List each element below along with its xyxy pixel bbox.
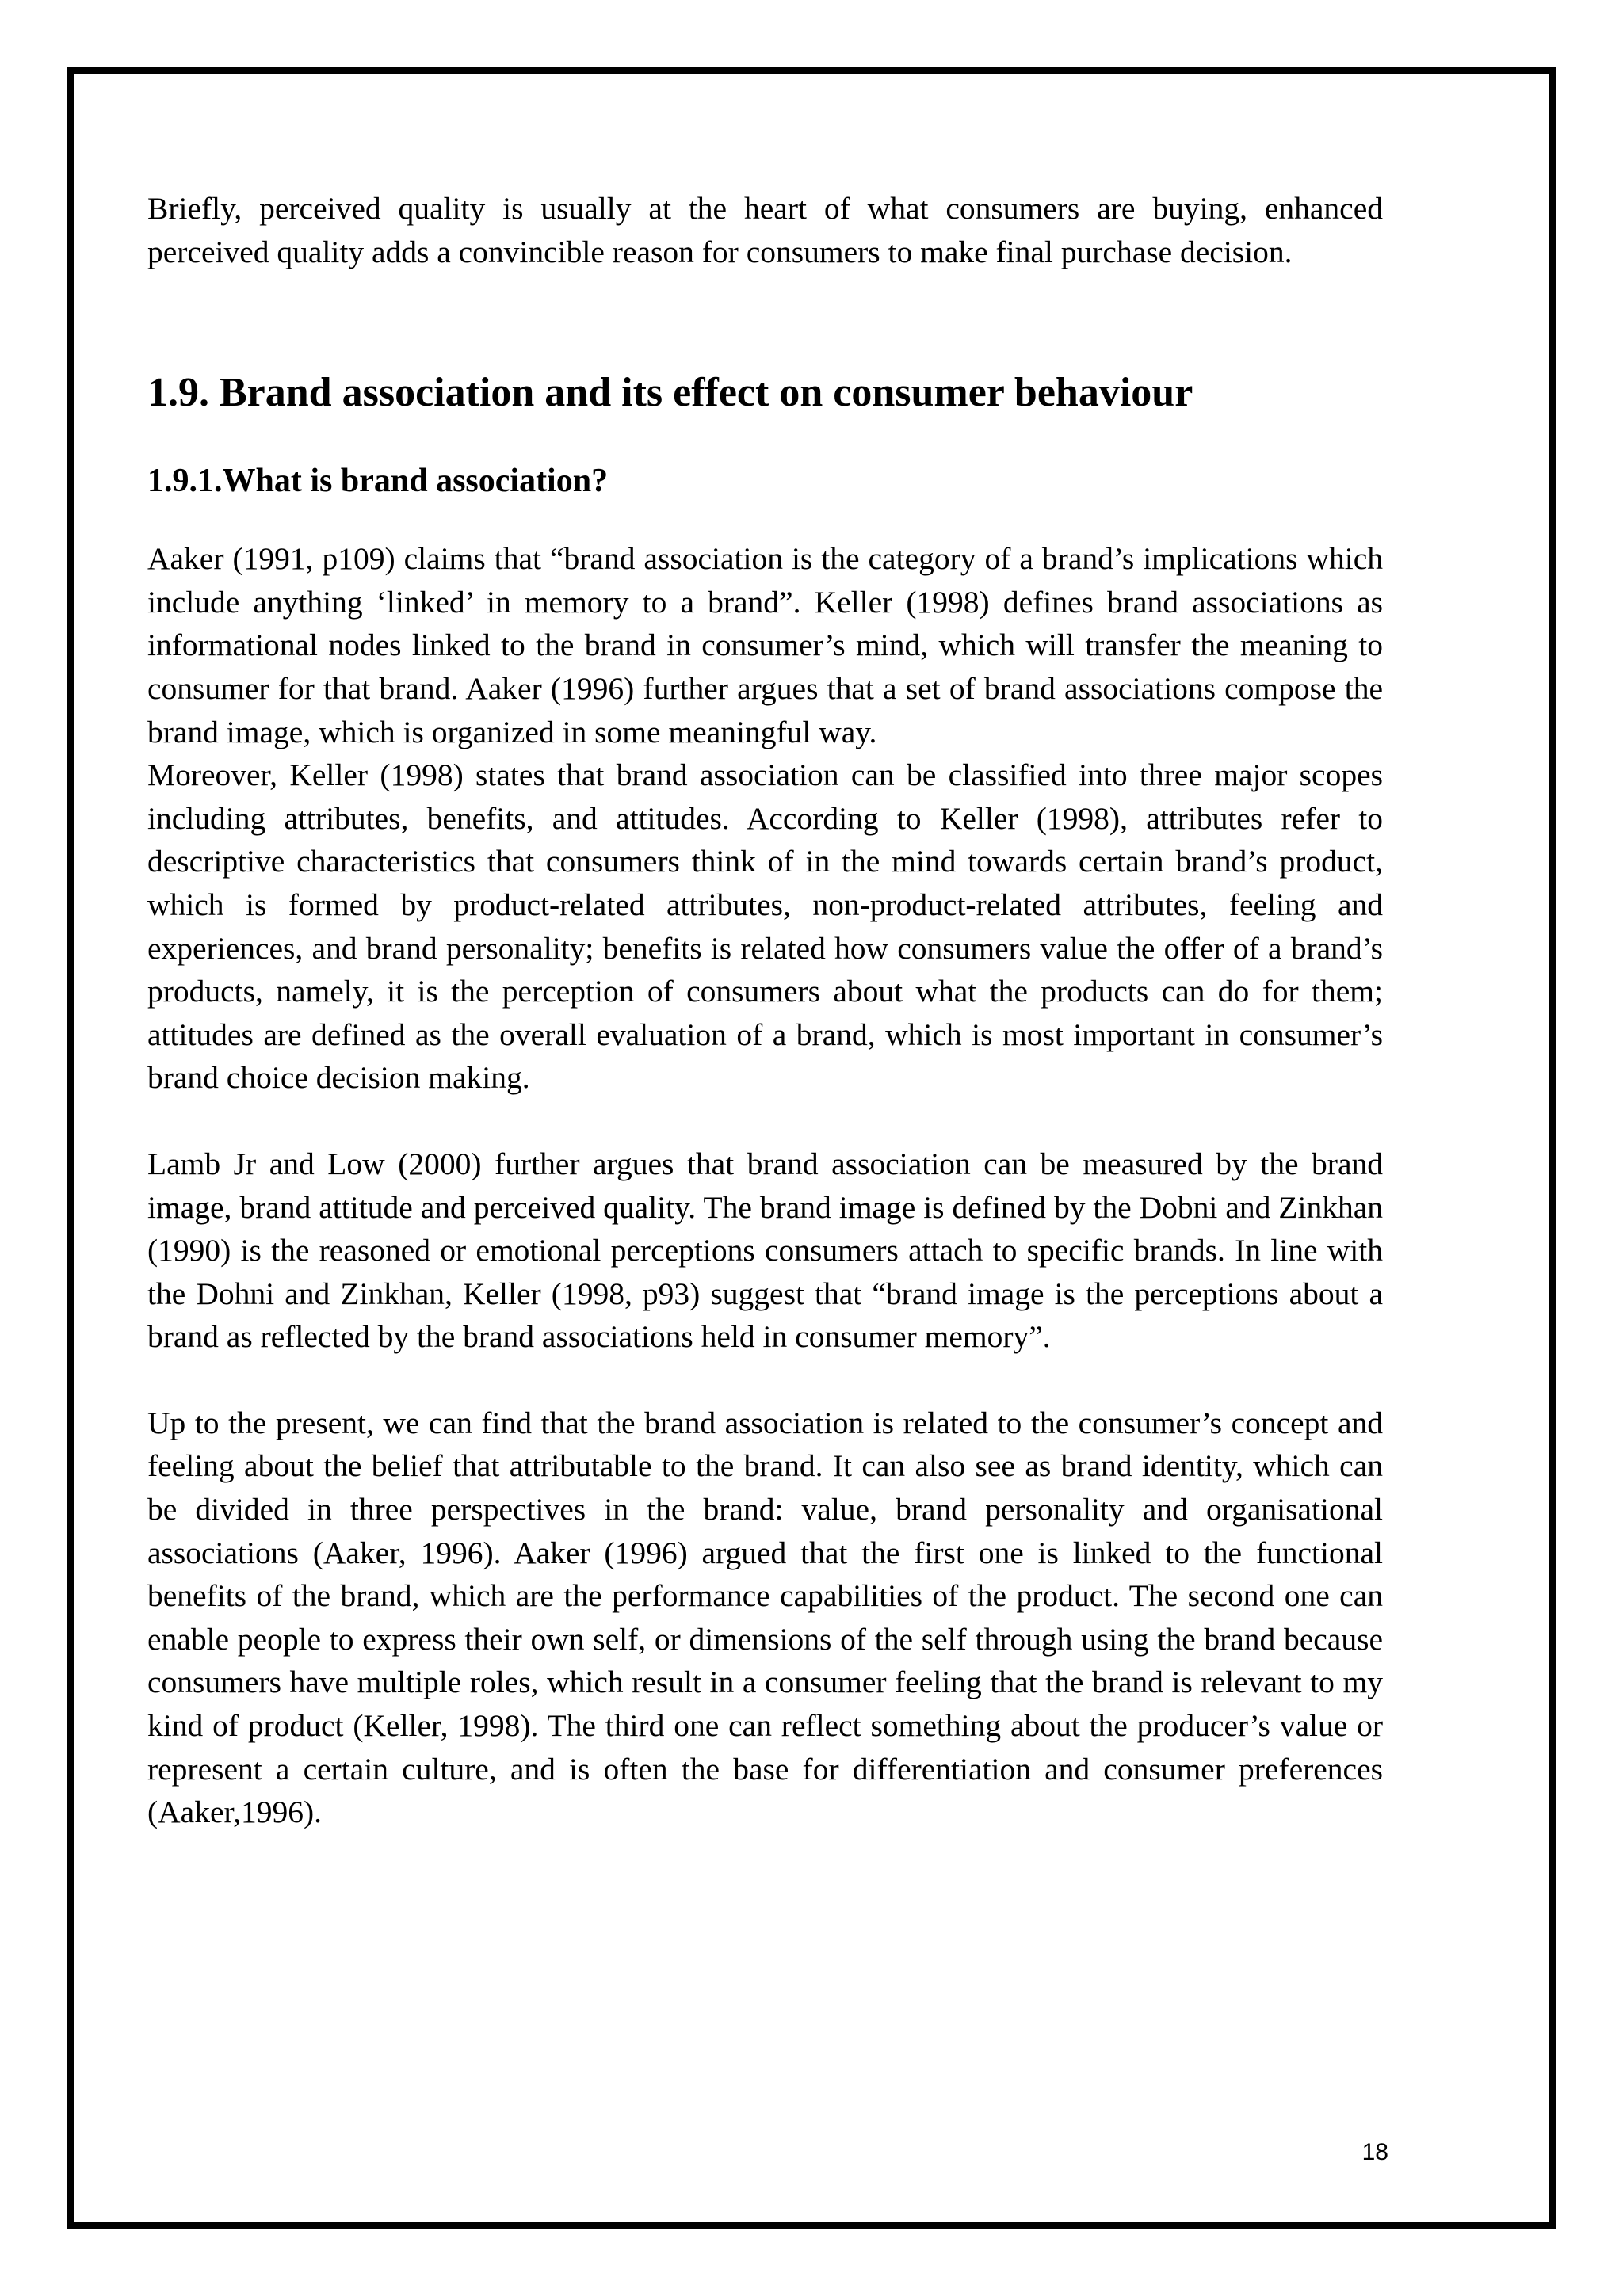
intro-paragraph: Briefly, perceived quality is usually at the heart of what consumers are buying, enhanced perceived quality adds a convincible reason for consumers to make final purchase decision. (147, 191, 1383, 269)
page-content (147, 187, 1383, 1834)
paragraph-keller-scopes: Moreover, Keller (1998) states that brand association can be classified into three major scopes including attributes, benefits, and attitudes. According to Keller (1998), attributes refer to descriptive characteristics that consumers think of in the mind towards certain brand’s product, which is formed by product-related attributes, non-product-related attributes, feeling and experiences, and brand personality; benefits is related how consumers value the offer of a brand’s products, namely, it is the perception of consumers about what the products can do for them; attitudes are defined as the overall evaluation of a brand, which is most important in consumer’s brand choice decision making. (147, 757, 1383, 1096)
spacer (147, 1359, 1383, 1402)
subsection-heading: 1.9.1.What is brand association? (147, 463, 609, 500)
spacer (147, 273, 1383, 367)
paragraph-definition: Aaker (1991, p109) claims that “brand association is the category of a brand’s implications which include anything ‘linked’ in memory to a brand”. Keller (1998) defines brand associations as informational nodes linked to the brand in consumer’s mind, which will transfer the meaning to consumer for that brand. Aaker (1996) further argues that a set of brand associations compose the brand image, which is organized in some meaningful way. (147, 541, 1383, 749)
spacer (147, 1100, 1383, 1142)
page-number: 18 (1361, 2139, 1388, 2165)
spacer (147, 503, 1383, 537)
paragraph-lamb-low: Lamb Jr and Low (2000) further argues that brand association can be measured by the brand image, brand attitude and perceived quality. The brand image is defined by the Dobni and Zinkhan (1990) is the reasoned or emotional perceptions consumers attach to specific brands. In line with the Dohni and Zinkhan, Keller (1998, p93) suggest that “brand image is the perceptions about a brand as reflected by the brand associations held in consumer memory”. (147, 1146, 1383, 1355)
section-heading: 1.9. Brand association and its effect on consumer behaviour (147, 370, 1193, 416)
spacer (147, 419, 1383, 459)
paragraph-brand-identity: Up to the present, we can find that the brand association is related to the consumer’s concept and feeling about the belief that attributable to the brand. It can also see as brand identity, which can be divided in three perspectives in the brand: value, brand personality and organisational associations (Aaker, 1996). Aaker (1996) argued that the first one is linked to the functional benefits of the brand, which are the performance capabilities of the product. The second one can enable people to express their own self, or dimensions of the self through using the brand because consumers have multiple roles, which result in a consumer feeling that the brand is relevant to my kind of product (Keller, 1998). The third one can reflect something about the producer’s value or represent a certain culture, and is often the base for differentiation and consumer preferences (Aaker,1996). (147, 1405, 1383, 1830)
